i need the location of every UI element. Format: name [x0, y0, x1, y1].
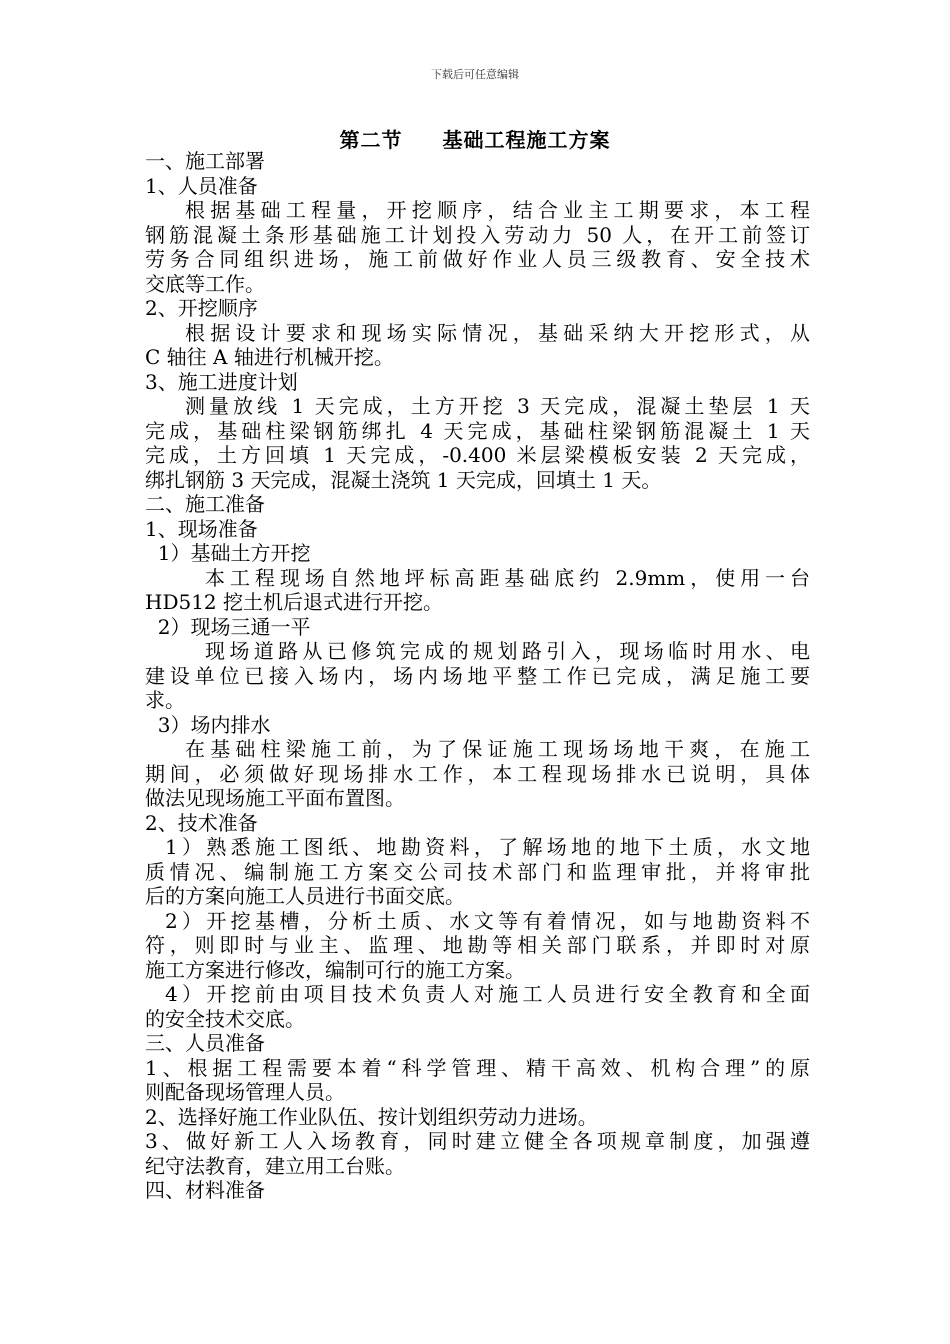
text-line: 符，则即时与业主、监理、地勘等相关部门联系，并即时对原	[145, 933, 810, 957]
text-line: 纪守法教育，建立用工台账。	[145, 1153, 405, 1178]
text-line: 建设单位已接入场内，场内场地平整工作已完成，满足施工要	[145, 663, 810, 688]
text-line: 完成，基础柱梁钢筋绑扎 4 天完成，基础柱梁钢筋混凝土 1 天	[145, 418, 810, 443]
section-number: 第二节	[339, 128, 403, 152]
text-line: HD512 挖土机后退式进行开挖。	[145, 590, 444, 614]
page-header: 下载后可任意编辑	[431, 68, 519, 81]
text-line: 2）现场三通一平	[145, 614, 311, 639]
text-line: 2、开挖顺序	[145, 296, 258, 320]
text-line: 4）开挖前由项目技术负责人对施工人员进行安全教育和全面	[165, 982, 810, 1006]
text-line: 绑扎钢筋 3 天完成，混凝土浇筑 1 天完成，回填土 1 天。	[145, 467, 662, 492]
text-line: 则配备现场管理人员。	[145, 1080, 345, 1104]
text-line: 做法见现场施工平面布置图。	[145, 786, 405, 810]
document-body	[145, 149, 810, 1203]
section-heading: 基础工程施工方案	[442, 128, 611, 152]
text-line: 2、技术准备	[145, 810, 258, 835]
text-line: 四、材料准备	[145, 1178, 265, 1202]
text-line: 三、人员准备	[145, 1031, 265, 1055]
text-line: 测量放线 1 天完成，土方开挖 3 天完成，混凝土垫层 1 天	[185, 394, 810, 418]
text-line: 1）基础土方开挖	[145, 541, 311, 565]
text-line: 3、施工进度计划	[145, 369, 298, 394]
text-line: 钢筋混凝土条形基础施工计划投入劳动力 50 人，在开工前签订	[145, 222, 810, 247]
text-line: 3）场内排水	[145, 712, 271, 737]
text-line: 现场道路从已修筑完成的规划路引入，现场临时用水、电	[205, 639, 810, 663]
text-line: 根据设计要求和现场实际情况，基础采纳大开挖形式，从	[185, 320, 810, 345]
text-line: C 轴往 A 轴进行机械开挖。	[145, 345, 394, 369]
text-line: 完成，土方回填 1 天完成，-0.400 米层梁模板安装 2 天完成，	[145, 443, 810, 467]
text-line: 1、根据工程需要本着“科学管理、精干高效、机构合理”的原	[145, 1055, 810, 1080]
text-line: 一、施工部署	[145, 149, 265, 173]
text-line: 本工程现场自然地坪标高距基础底约 2.9mm，使用一台	[205, 565, 810, 590]
text-line: 后的方案向施工人员进行书面交底。	[145, 884, 465, 908]
text-line: 劳务合同组织进场，施工前做好作业人员三级教育、安全技术	[145, 247, 810, 271]
text-line: 1、人员准备	[145, 173, 258, 198]
text-line: 2）开挖基槽，分析土质、水文等有着情况，如与地勘资料不	[165, 908, 810, 933]
text-line: 3、做好新工人入场教育，同时建立健全各项规章制度，加强遵	[145, 1129, 810, 1153]
text-line: 二、施工准备	[145, 492, 265, 516]
text-line: 施工方案进行修改，编制可行的施工方案。	[145, 957, 525, 982]
text-line: 根据基础工程量，开挖顺序，结合业主工期要求，本工程	[185, 198, 810, 222]
text-line: 期间，必须做好现场排水工作，本工程现场排水已说明，具体	[145, 761, 810, 786]
text-line: 的安全技术交底。	[145, 1006, 305, 1031]
text-line: 求。	[145, 688, 185, 712]
text-line: 2、选择好施工作业队伍、按计划组织劳动力进场。	[145, 1104, 598, 1129]
text-line: 1、现场准备	[145, 516, 258, 541]
text-line: 1）熟悉施工图纸、地勘资料，了解场地的地下土质，水文地	[165, 835, 810, 859]
text-line: 交底等工作。	[145, 271, 265, 296]
text-line: 在基础柱梁施工前，为了保证施工现场场地干爽，在施工	[185, 737, 810, 761]
text-line: 质情况、编制施工方案交公司技术部门和监理审批，并将审批	[145, 859, 810, 884]
